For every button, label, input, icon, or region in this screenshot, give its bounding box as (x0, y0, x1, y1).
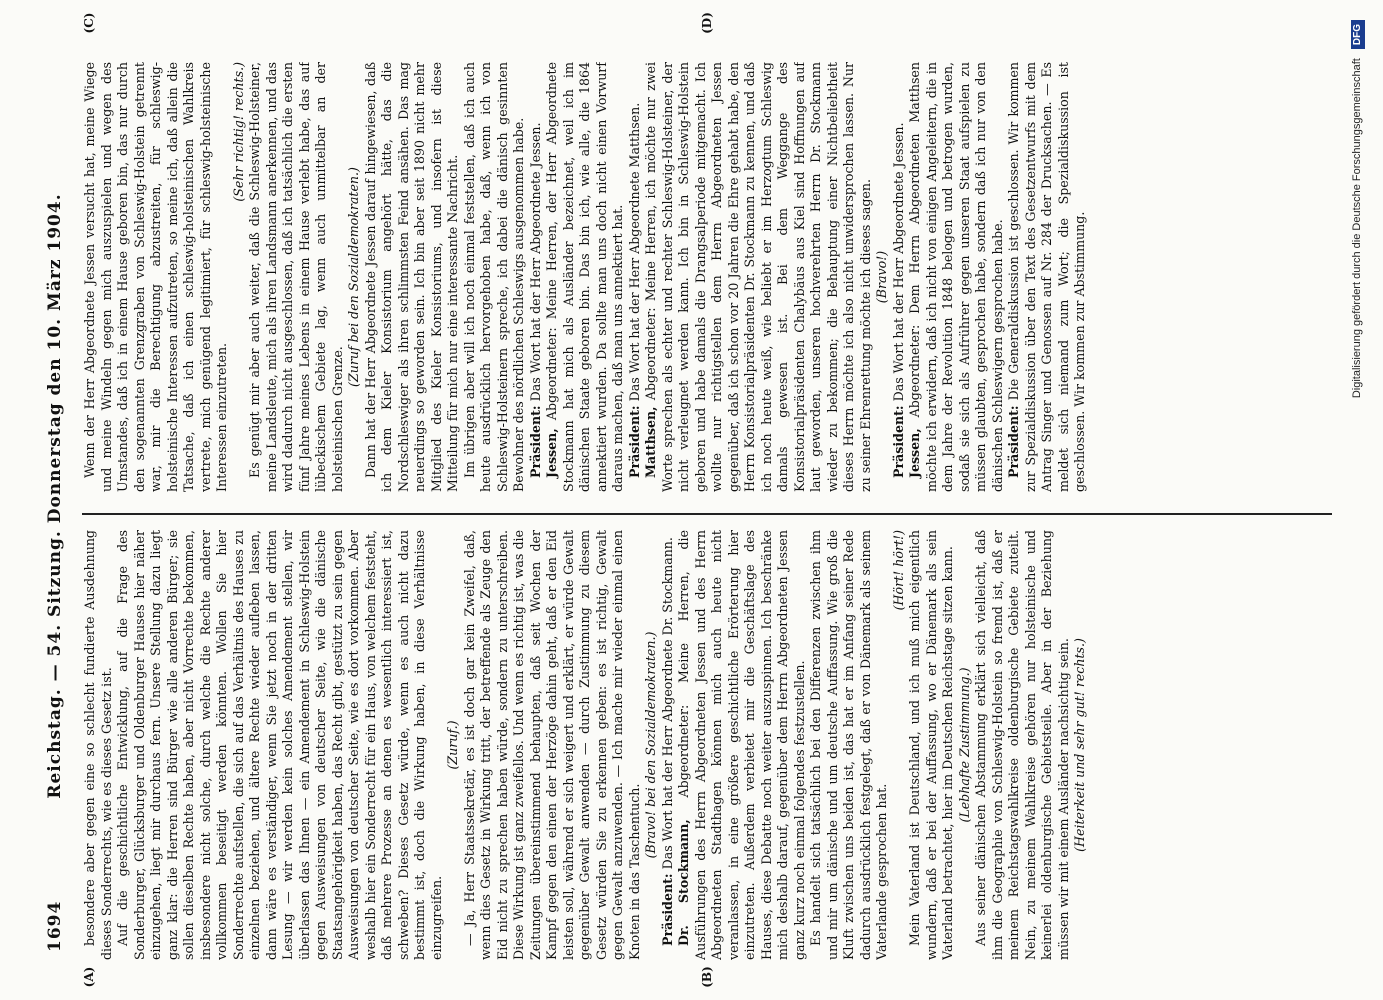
interjection: (Bravo!) (874, 250, 889, 304)
speaker-paragraph (627, 62, 644, 492)
left-column (82, 530, 1332, 960)
page-header (40, 40, 70, 952)
body-paragraph: Dann hat der Herr Abgeordnete Jessen darauf hingewiesen, daß ich dem Kieler Konsistorium angehört hätte, das die Nordschleswiger als ihren schlimmsten Feind ansähen. Das mag neuerdings so geworden sein. Ich bin aber seit 1890 nicht mehr Mitglied des Kieler Konsistoriums, und insofern ist diese Mitteilung für mich nur eine interessante Nachricht. (362, 62, 460, 492)
speaker-text: Das Wort hat der Herr Abgeordnete Jessen. (527, 122, 543, 402)
speaker-name: Präsident: (1006, 405, 1021, 478)
body-paragraph: Aus seiner dänischen Abstammung erklärt sich vielleicht, daß ihm die Geographie von Schleswig-Holstein so fremd ist, daß er meinem Reichstagswahlkreise oldenburgische Gebiete zuteilt. Nein, zu meinem Wahlkreise gehören nur holsteinische und keinerlei oldenburgische Gebietsteile. Aber in der Beziehung müssen wir mit einem Ausländer nachsichtig sein. (973, 530, 1071, 960)
body-paragraph: — Ja, Herr Staatssekretär, es ist doch gar kein Zweifel, daß, wenn dies Gesetz in Wirkung tritt, der betreffende als Zeuge den Eid nicht zu sprechen haben würde, sondern zu unterschreiben. Diese Wirkung ist ganz zweifellos. Und wenn es richtig ist, was die Zeitungen übereinstimmend behaupten, daß seit Wochen der Kampf gegen den einen der Herzöge dahin geht, daß er den Eid leisten soll, während er sich weigert und erklärt, er würde Gewalt gegenüber Gewalt anwenden — durch Zustimmung zu diesem Gesetz würden Sie zu erkennen geben: es ist richtig, Gewalt gegen Gewalt anzuwenden. — Ich mache mir wieder einmal einen Knoten in das Taschentuch. (461, 530, 642, 960)
speaker-name: Präsident: (626, 405, 642, 478)
speaker-text: Das Wort hat der Herr Abgeordnete Dr. Stockmann. (659, 537, 675, 870)
speaker-name: Präsident: (659, 873, 675, 946)
body-paragraph: Es handelt sich tatsächlich bei den Differenzen zwischen ihm und mir um dänische und um deutsche Auffassung. Wie groß die Kluft zwischen uns beiden ist, das hat er im Anfang seiner Rede dadurch ausdrücklich festgelegt, daß er von Dänemark als seinem Vaterlande gesprochen hat. (808, 530, 889, 960)
margin-marker-c: (C) (82, 12, 96, 34)
body-paragraph: Wenn der Herr Abgeordnete Jessen versucht hat, meine Wiege und meine Windeln gegen mich auszuspielen und wegen des Umstandes, daß ich in einem Hause geboren bin, das nur durch den sogenannten Grenzgraben von Schleswig-Holstein getrennt war, mir die Berechtigung abzustreiten, für schleswig-holsteinische Interessen aufzutreten, so meine ich, daß allein die Tatsache, daß ich einen schleswig-holsteinischen Wahlkreis vertrete, mich genügend legitimiert, für schleswig-holsteinische Interessen einzutreten. (82, 62, 229, 492)
session-heading: Reichstag. — 54. Sitzung. Donnerstag den 10. März 1904. (45, 193, 65, 799)
speaker-paragraph (528, 62, 545, 492)
speaker-text: Abgeordneter: Meine Herren, ich möchte nur zwei Worte sprechen als echter und rechter Schleswig-Holsteiner, der nicht verleugnet werden kann. Ich bin in Schleswig-Holstein geboren und habe damals die Drangsalperiode mitgemacht. Ich wollte nur richtigstellen dem Herrn Abgeordneten Jessen gegenüber, daß ich schon vor 20 Jahren die Ehre gehabt habe, den Herrn Konsistorialpräsidenten Dr. Stockmann zu kennen, und daß ich noch heute weiß, wie beliebt er im Herzogtum Schleswig damals gewesen ist. Bei dem Weggange des Konsistorialpräsidenten Chalybäus aus Kiel sind Hoffnungen auf laut geworden, unseren hochverehrten Herrn Dr. Stockmann wieder zu bekommen; die Behauptung einer Nichtbeliebtheit dieses Herrn möchte ich also nicht unwidersprochen lassen. Nur zu seiner Ehrenrettung möchte ich dieses sagen. (643, 62, 873, 492)
speaker-paragraph (676, 530, 808, 960)
speaker-name: Matthsen, (643, 406, 658, 478)
speaker-name: Jessen, (544, 428, 559, 478)
body-paragraph: Mein Vaterland ist Deutschland, und ich muß mich eigentlich wundern, daß er bei der Auffassung, wo er Dänemark als sein Vaterland betrachtet, hier im Deutschen Reichstage sitzen kann. (907, 530, 955, 960)
column-divider (82, 513, 1332, 515)
interjection: (Hört! hört!) (890, 530, 906, 611)
speaker-name: Dr. Stockmann, (676, 819, 691, 946)
interjection: (Zuruf.) (445, 720, 460, 770)
margin-marker-d: (D) (700, 12, 714, 34)
margin-marker-b: (B) (700, 966, 714, 988)
interjection: (Heiterkeit und sehr gut! rechts.) (1072, 638, 1087, 852)
body-paragraph: besondere aber gegen eine so schlecht fundierte Ausdehnung dieses Sonderrechts, wie es dieses Gesetz ist. (82, 530, 114, 960)
speaker-paragraph (1006, 62, 1089, 492)
speaker-text: Abgeordneter: Meine Herren, die Ausführungen des Herrn Abgeordneten Jessen und des Herrn Abgeordneten Stadthagen können mich auch heute nicht veranlassen, in eine größere geschichtliche Erörterung hier einzutreten. Außerdem verbietet mir die Geschäftslage des Hauses, diese Debatte noch weiter auszuspinnen. Ich beschränke mich deshalb darauf, gegenüber dem Herrn Abgeordneten Jessen ganz kurz noch einmal folgendes festzustellen. (676, 530, 807, 960)
speaker-paragraph (907, 62, 1006, 492)
speaker-name: Präsident: (527, 405, 543, 478)
body-paragraph: Im übrigen aber will ich noch einmal feststellen, daß ich auch heute ausdrücklich hervorgehoben habe, daß, wenn ich von Schleswig-Holsteinern spreche, ich dabei die dänisch gesinnten Bewohner des nördlichen Schleswigs ausgenommen habe. (461, 62, 526, 492)
speaker-paragraph (643, 62, 874, 492)
margin-marker-a: (A) (82, 966, 96, 988)
speaker-name: Präsident: (890, 405, 906, 478)
right-column (82, 62, 1332, 492)
credit-text: Digitalisierung gefördert durch die Deutsche Forschungsgemeinschaft (1351, 58, 1363, 399)
interjection: (Zuruf bei den Sozialdemokraten.) (346, 167, 361, 387)
dfg-logo: DFG (1351, 20, 1365, 49)
speaker-paragraph (891, 62, 908, 492)
interjection: (Sehr richtig! rechts.) (230, 62, 246, 202)
speaker-name: Jessen, (907, 428, 922, 478)
speaker-text: Die Generaldiskussion ist geschlossen. Wir kommen zur Spezialdiskussion über den Text des Gesetzentwurfs mit dem Antrag Singer und Genossen auf Nr. 284 der Drucksachen. — Es meldet sich niemand zum Wort; die Spezialdiskussion ist geschlossen. Wir kommen zur Abstimmung. (1006, 62, 1087, 492)
speaker-paragraph (544, 62, 627, 492)
body-paragraph: Es genügt mir aber auch weiter, daß die Schleswig-Holsteiner, meine Landsleute, mich als ihren Landsmann anerkennen, und das wird dadurch nicht ausgeschlossen, daß ich tatsächlich die ersten fünf Jahre meines Lebens in einem Hause verlebt habe, das auf lübeckischem Gebiete lag, wenn auch unmittelbar an der holsteinischen Grenze. (247, 62, 345, 492)
interjection: (Bravo! bei den Sozialdemokraten.) (643, 631, 658, 859)
interjection: (Lebhafte Zustimmung.) (956, 667, 972, 823)
speaker-text: Abgeordneter: Dem Herrn Abgeordneten Matthsen möchte ich erwidern, daß ich nicht von einigen Angeleitern, die in dem Jahre der Revolution 1848 belogen und betrogen wurden, sodaß sie sich als Aufrührer gegen unseren Staat aufspielen zu müssen glaubten, gesprochen habe, sondern daß ich nur von den dänischen Schleswigern gesprochen habe. (907, 62, 1005, 492)
speaker-text: Abgeordneter: Meine Herren, der Herr Abgeordnete Stockmann hat mich als Ausländer bezeichnet, weil ich im dänischen Staate geboren bin. Das bin ich, wie alle, die 1864 annektiert wurden. Da sollte man uns doch nicht einen Vorwurf daraus machen, daß man uns annektiert hat. (544, 62, 625, 492)
page-number: 1694 (45, 900, 65, 952)
speaker-text: Das Wort hat der Herr Abgeordnete Matthsen. (626, 102, 642, 402)
body-paragraph: Auf die geschichtliche Entwicklung, auf die Frage des Sonderburger, Glücksburger und Oldenburger Hauses hier näher einzugehen, liegt mir durchaus fern. Unsere Stellung dazu liegt ganz klar: die Herren sind Bürger wie alle anderen Bürger; sie sollen dieselben Rechte haben, aber nicht Vorrechte bekommen, insbesondere nicht solche, durch welche die Rechte anderer vollkommen beseitigt werden könnten. Wollen Sie hier Sonderrechte aufstellen, die sich auf das Verhältnis des Hauses zu einzelnen beziehen, und ältere Rechte wieder aufleben lassen, dann wäre es verständiger, wenn Sie jetzt noch in der dritten Lesung — wir werden kein solches Amendement stellen, wir überlassen das Ihnen — ein Amendement in Schleswig-Holstein gegen Ausweisungen von deutscher Seite, wie die dänische Staatsangehörigkeit haben, das Recht gibt, gestützt zu sein gegen Ausweisungen von deutscher Seite, wie es dort vorkommen. Aber weshalb hier ein Sonderrecht für ein Haus, von welchem feststeht, daß mehrere Prozesse an denen es wesentlich interessiert ist, schweben? Dieses Gesetz würde, wenn es auch nicht dazu bestimmt ist, doch die Wirkung haben, in diese Verhältnisse einzugreifen. (115, 530, 444, 960)
digitization-credit (1342, 20, 1372, 980)
speaker-paragraph (660, 530, 677, 960)
speaker-text: Das Wort hat der Herr Abgeordnete Jessen. (890, 122, 906, 402)
